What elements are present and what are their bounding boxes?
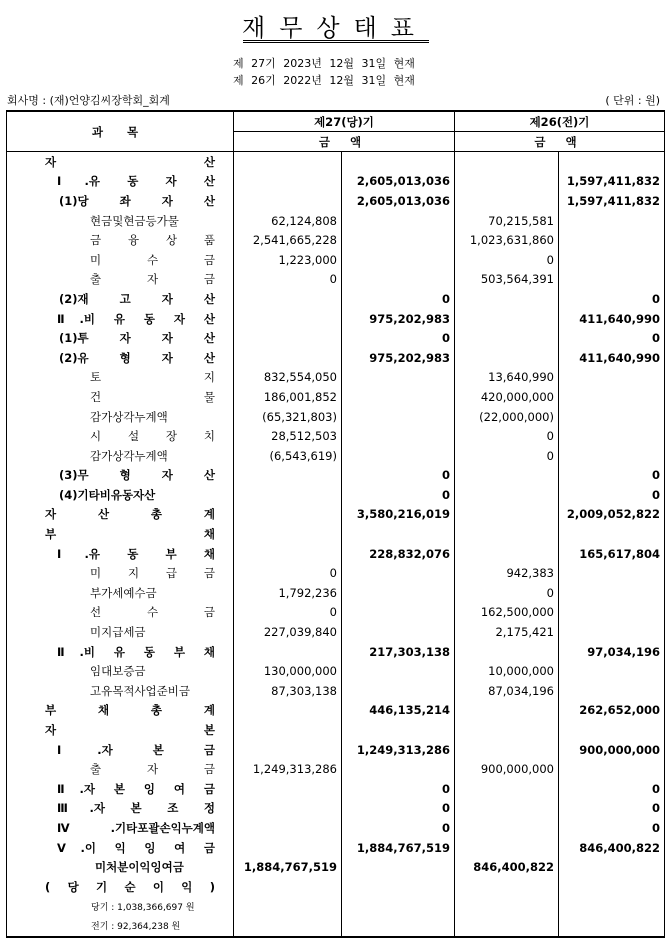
period-prior: 제 26기 2022년 12월 31일 현재 [233,74,415,87]
account-label: (1)투 자 자 산 [59,331,215,346]
amount-c1 [234,740,342,760]
amount-c1 [234,720,342,740]
amount-c2 [342,583,455,603]
amount-p1 [455,740,559,760]
amount-c2: 975,202,983 [342,309,455,329]
account-label: 자 본 [45,723,215,738]
table-row [7,661,665,681]
amount-c1: 832,554,050 [234,368,342,388]
amount-c2 [342,250,455,270]
amount-p2: 97,034,196 [559,642,665,662]
amount-c1 [234,779,342,799]
header-account: 과 목 [7,111,234,152]
amount-c2: 228,832,076 [342,544,455,564]
account-name [7,172,234,192]
table-row [7,857,665,877]
header-prior-amount: 금 액 [455,132,665,152]
table-row [7,720,665,740]
amount-p1 [455,191,559,211]
table-row [7,348,665,368]
company-name: 회사명 : (재)언양김씨장학회_회계 [7,94,170,107]
account-label: Ⅰ.유 동 자 산 [57,174,215,189]
account-label: Ⅱ.비 유 동 부 채 [57,644,215,659]
amount-p1 [455,799,559,819]
account-name [7,583,234,603]
account-label: (2)재 고 자 산 [59,291,215,306]
account-name [7,426,234,446]
account-name [7,524,234,544]
amount-p1: 0 [455,426,559,446]
amount-p2 [559,270,665,290]
table-row [7,270,665,290]
amount-c2 [342,524,455,544]
account-label: 임대보증금 [90,664,146,679]
account-name [7,642,234,662]
account-label: 고유목적사업준비금 [90,683,190,698]
amount-p1: 0 [455,583,559,603]
header-prior-period: 제26(전)기 [455,111,665,132]
account-label: 출 자 금 [90,272,215,287]
account-name [7,799,234,819]
amount-p1: 87,034,196 [455,681,559,701]
table-row [7,818,665,838]
amount-p2: 165,617,804 [559,544,665,564]
account-label: 미 수 금 [90,252,215,267]
table-row [7,446,665,466]
account-name [7,191,234,211]
account-label: 부 채 [45,527,215,542]
amount-p2 [559,152,665,172]
table-row [7,172,665,192]
account-label: Ⅴ.이 익 잉 여 금 [57,840,215,855]
account-name [7,368,234,388]
amount-p2: 900,000,000 [559,740,665,760]
amount-c2 [342,368,455,388]
account-label: Ⅱ.자 본 잉 여 금 [57,781,215,796]
account-label: 전기 : 92,364,238 원 [91,922,181,933]
table-row [7,485,665,505]
amount-c2: 0 [342,799,455,819]
table-row [7,544,665,564]
table-row [7,289,665,309]
account-label: Ⅱ.비 유 동 자 산 [57,311,215,326]
table-row [7,740,665,760]
amount-c2 [342,211,455,231]
account-name [7,505,234,525]
account-name [7,818,234,838]
account-name [7,446,234,466]
amount-p2 [559,407,665,427]
amount-c1: (65,321,803) [234,407,342,427]
amount-p1 [455,818,559,838]
amount-c1: 1,249,313,286 [234,759,342,779]
amount-c2: 3,580,216,019 [342,505,455,525]
amount-c1: 186,001,852 [234,387,342,407]
amount-c1: 2,541,665,228 [234,230,342,250]
account-name [7,152,234,172]
account-name [7,485,234,505]
amount-p2: 411,640,990 [559,309,665,329]
table-row [7,779,665,799]
account-label: Ⅰ.자 본 금 [57,742,215,757]
amount-p1 [455,505,559,525]
account-name [7,230,234,250]
amount-p1: 0 [455,446,559,466]
amount-p2 [559,563,665,583]
table-row [7,191,665,211]
account-label: (3)무 형 자 산 [59,468,215,483]
amount-p2: 1,597,411,832 [559,172,665,192]
table-row [7,603,665,623]
amount-c2 [342,681,455,701]
amount-c1 [234,799,342,819]
account-name [7,838,234,858]
amount-p1: 2,175,421 [455,622,559,642]
amount-c2: 446,135,214 [342,701,455,721]
amount-p1: 503,564,391 [455,270,559,290]
amount-c1 [234,544,342,564]
amount-p1 [455,485,559,505]
amount-c1: 227,039,840 [234,622,342,642]
amount-p1 [455,328,559,348]
amount-c2: 0 [342,328,455,348]
account-label: 미지급세금 [90,625,146,640]
account-name [7,387,234,407]
amount-c1 [234,485,342,505]
amount-p2 [559,759,665,779]
amount-c1: 62,124,808 [234,211,342,231]
account-name [7,857,234,877]
amount-c1: 0 [234,563,342,583]
amount-p1 [455,348,559,368]
account-name [7,563,234,583]
amount-c2: 2,605,013,036 [342,191,455,211]
amount-p1 [455,524,559,544]
account-name [7,328,234,348]
amount-p1 [455,152,559,172]
amount-c1 [234,348,342,368]
amount-c1 [234,328,342,348]
amount-c2: 217,303,138 [342,642,455,662]
amount-c2 [342,426,455,446]
amount-p1 [455,309,559,329]
amount-p2 [559,877,665,897]
table-row [7,152,665,172]
account-name [7,603,234,623]
title-underline [243,40,429,43]
amount-c1 [234,191,342,211]
amount-p1: 1,023,631,860 [455,230,559,250]
account-name [7,466,234,486]
amount-c2: 1,249,313,286 [342,740,455,760]
account-label: 선 수 금 [90,605,215,620]
account-label: (1)당 좌 자 산 [59,193,215,208]
table-row [7,897,665,917]
period-current: 제 27기 2023년 12월 31일 현재 [233,57,415,70]
amount-p2 [559,446,665,466]
amount-c1 [234,916,342,937]
table-row [7,505,665,525]
account-name [7,544,234,564]
amount-p1 [455,897,559,917]
table-row [7,407,665,427]
amount-c2 [342,759,455,779]
amount-c2: 0 [342,466,455,486]
account-label: 금 융 상 품 [90,233,215,248]
amount-p2 [559,368,665,388]
amount-c1 [234,505,342,525]
amount-c2 [342,563,455,583]
amount-c2: 2,605,013,036 [342,172,455,192]
amount-p1 [455,642,559,662]
amount-p2 [559,583,665,603]
amount-c2: 0 [342,818,455,838]
amount-c2: 0 [342,485,455,505]
amount-c2 [342,407,455,427]
account-name [7,289,234,309]
amount-p1: 13,640,990 [455,368,559,388]
account-name [7,877,234,897]
table-row [7,211,665,231]
amount-p2: 0 [559,466,665,486]
amount-p1 [455,916,559,937]
amount-p1: 162,500,000 [455,603,559,623]
amount-c1 [234,701,342,721]
account-label: (2)유 형 자 산 [59,350,215,365]
account-label: 감가상각누계액 [90,448,168,463]
table-row [7,230,665,250]
amount-p2: 0 [559,818,665,838]
account-label: 현금및현금등가물 [90,213,179,228]
balance-sheet-table [6,110,665,938]
amount-c1 [234,818,342,838]
amount-c2 [342,387,455,407]
table-row [7,250,665,270]
amount-p2: 262,652,000 [559,701,665,721]
amount-c2 [342,897,455,917]
account-label: Ⅲ.자 본 조 정 [57,801,215,816]
amount-c1 [234,524,342,544]
amount-c2 [342,622,455,642]
amount-p2 [559,524,665,544]
table-row [7,701,665,721]
amount-p1 [455,701,559,721]
account-name [7,211,234,231]
amount-p1 [455,289,559,309]
account-name [7,407,234,427]
amount-p2: 411,640,990 [559,348,665,368]
amount-p1 [455,466,559,486]
table-row [7,642,665,662]
table-row [7,328,665,348]
account-label: 시 설 장 치 [90,429,215,444]
amount-p1 [455,544,559,564]
amount-p2 [559,387,665,407]
amount-p2: 0 [559,485,665,505]
amount-c2: 1,884,767,519 [342,838,455,858]
amount-c1: 130,000,000 [234,661,342,681]
amount-p2 [559,897,665,917]
account-label: (4)기타비유동자산 [59,487,156,502]
table-row [7,426,665,446]
table-row [7,524,665,544]
amount-c1: 87,303,138 [234,681,342,701]
amount-c2: 975,202,983 [342,348,455,368]
account-name [7,740,234,760]
amount-p1 [455,172,559,192]
amount-c1: 1,884,767,519 [234,857,342,877]
account-name [7,897,234,917]
amount-p1 [455,877,559,897]
account-label: Ⅰ.유 동 부 채 [57,546,215,561]
amount-p1: 70,215,581 [455,211,559,231]
table-row [7,563,665,583]
account-name [7,681,234,701]
table-row [7,681,665,701]
amount-c1 [234,466,342,486]
amount-p2: 846,400,822 [559,838,665,858]
amount-c1: 28,512,503 [234,426,342,446]
account-label: 자 산 [45,154,215,169]
account-label: 미처분이익잉여금 [95,860,184,875]
amount-c2 [342,603,455,623]
account-name [7,270,234,290]
amount-c2 [342,661,455,681]
account-name [7,916,234,937]
account-label: 감가상각누계액 [90,409,168,424]
amount-p1: (22,000,000) [455,407,559,427]
account-label: ( 당 기 순 이 익 ) [45,879,215,894]
account-name [7,250,234,270]
account-name [7,759,234,779]
table-row [7,368,665,388]
amount-c2 [342,446,455,466]
account-label: 부 채 총 계 [45,703,215,718]
amount-p2: 1,597,411,832 [559,191,665,211]
amount-p2 [559,250,665,270]
amount-c1 [234,877,342,897]
table-row [7,622,665,642]
amount-c1 [234,172,342,192]
amount-p1: 900,000,000 [455,759,559,779]
amount-p1 [455,779,559,799]
amount-p2 [559,720,665,740]
amount-p2 [559,916,665,937]
amount-c1: 0 [234,603,342,623]
unit-label: ( 단위 : 원) [605,94,660,107]
amount-p1 [455,838,559,858]
amount-p2 [559,857,665,877]
amount-c1: 1,223,000 [234,250,342,270]
amount-p2: 0 [559,799,665,819]
amount-p2 [559,211,665,231]
amount-p1: 942,383 [455,563,559,583]
amount-c2 [342,916,455,937]
page-title: 재무상태표 [242,14,428,42]
account-label: 자 산 총 계 [45,507,215,522]
amount-c1 [234,152,342,172]
account-name [7,309,234,329]
account-label: Ⅳ.기타포괄손익누계액 [57,820,215,835]
table-row [7,387,665,407]
amount-p2 [559,661,665,681]
amount-p2 [559,622,665,642]
amount-c2 [342,230,455,250]
account-label: 토 지 [90,370,215,385]
amount-c1 [234,642,342,662]
amount-c2 [342,152,455,172]
amount-c2: 0 [342,779,455,799]
amount-p2 [559,681,665,701]
header-current-amount: 금 액 [234,132,455,152]
account-label: 당기 : 1,038,366,697 원 [91,902,195,913]
table-row [7,799,665,819]
account-label: 미 지 급 금 [90,566,215,581]
account-name [7,701,234,721]
table-row [7,838,665,858]
account-label: 건 물 [90,389,215,404]
amount-c2: 0 [342,289,455,309]
amount-c1 [234,838,342,858]
amount-c1: 0 [234,270,342,290]
amount-c2 [342,857,455,877]
amount-p1 [455,720,559,740]
amount-p2: 0 [559,779,665,799]
amount-c1 [234,309,342,329]
account-label: 출 자 금 [90,762,215,777]
amount-p1: 10,000,000 [455,661,559,681]
amount-c1 [234,897,342,917]
amount-p1: 846,400,822 [455,857,559,877]
amount-p2 [559,426,665,446]
amount-c2 [342,270,455,290]
amount-c1: (6,543,619) [234,446,342,466]
account-name [7,779,234,799]
amount-p1: 0 [455,250,559,270]
table-row [7,916,665,937]
table-row [7,309,665,329]
amount-p2: 2,009,052,822 [559,505,665,525]
table-row [7,759,665,779]
amount-p2: 0 [559,328,665,348]
account-label: 부가세예수금 [90,585,157,600]
amount-c2 [342,720,455,740]
table-row [7,877,665,897]
amount-p2 [559,230,665,250]
amount-c2 [342,877,455,897]
amount-p1: 420,000,000 [455,387,559,407]
amount-c1 [234,289,342,309]
account-name [7,622,234,642]
table-row [7,583,665,603]
account-name [7,348,234,368]
amount-p2: 0 [559,289,665,309]
header-current-period: 제27(당)기 [234,111,455,132]
amount-c1: 1,792,236 [234,583,342,603]
table-row [7,466,665,486]
account-name [7,661,234,681]
amount-p2 [559,603,665,623]
account-name [7,720,234,740]
